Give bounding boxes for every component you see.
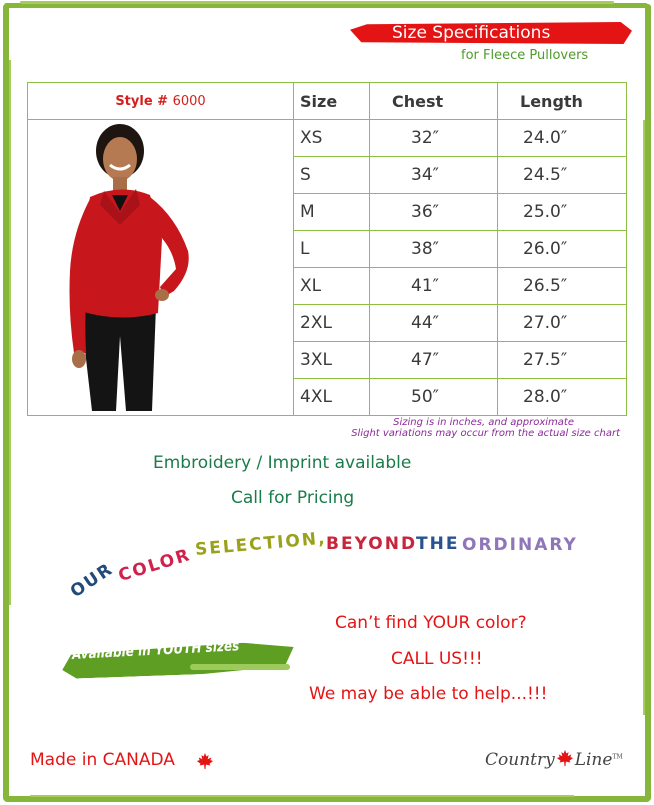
brand-name-part1: Country bbox=[485, 750, 555, 770]
style-number: 6000 bbox=[172, 93, 206, 109]
call-us-text: CALL US!!! bbox=[391, 649, 483, 669]
length-column-header: Length bbox=[498, 83, 627, 120]
size-cell: S bbox=[294, 157, 370, 194]
brand-name-part2: Line bbox=[574, 750, 613, 770]
chest-cell: 32″ bbox=[370, 120, 498, 157]
chest-cell: 34″ bbox=[370, 157, 498, 194]
style-label: Style # bbox=[115, 93, 169, 109]
slogan-color: COLOR bbox=[116, 545, 194, 586]
chest-cell: 36″ bbox=[370, 194, 498, 231]
made-in-canada bbox=[30, 750, 175, 770]
pricing-text: Call for Pricing bbox=[231, 488, 355, 508]
chest-cell: 41″ bbox=[370, 268, 498, 305]
made-in-text: Made in CANADA bbox=[30, 750, 175, 770]
border-right bbox=[645, 4, 651, 801]
page-title: Size Specifications bbox=[392, 23, 551, 43]
length-cell: 24.5″ bbox=[498, 157, 627, 194]
border-right-stroke bbox=[643, 120, 645, 715]
model-photo bbox=[28, 121, 208, 411]
maple-leaf-icon bbox=[555, 749, 575, 767]
size-cell: XL bbox=[294, 268, 370, 305]
length-cell: 26.5″ bbox=[498, 268, 627, 305]
style-header bbox=[28, 83, 294, 120]
page-subtitle: for Fleece Pullovers bbox=[461, 48, 589, 63]
length-cell: 24.0″ bbox=[498, 120, 627, 157]
size-cell: L bbox=[294, 231, 370, 268]
youth-badge-text: Available in YOUTH sizes bbox=[71, 638, 240, 663]
size-column-header: Size bbox=[294, 83, 370, 120]
border-top bbox=[4, 3, 648, 8]
border-top-stroke bbox=[20, 1, 614, 4]
size-cell: 4XL bbox=[294, 379, 370, 416]
sizing-note: Sizing is in inches, and approximate bbox=[393, 417, 574, 428]
length-cell: 26.0″ bbox=[498, 231, 627, 268]
slogan-ordinary: ORDINARY bbox=[462, 535, 578, 555]
length-cell: 28.0″ bbox=[498, 379, 627, 416]
border-left-stroke bbox=[9, 60, 11, 605]
maple-leaf-icon bbox=[196, 752, 214, 770]
chest-cell: 47″ bbox=[370, 342, 498, 379]
size-cell: XS bbox=[294, 120, 370, 157]
chest-column-header: Chest bbox=[370, 83, 498, 120]
slogan-selection: SELECTION, bbox=[194, 528, 328, 560]
border-left bbox=[3, 4, 9, 801]
length-cell: 27.5″ bbox=[498, 342, 627, 379]
size-cell: 3XL bbox=[294, 342, 370, 379]
length-cell: 27.0″ bbox=[498, 305, 627, 342]
model-photo-cell bbox=[28, 120, 294, 416]
border-bottom bbox=[4, 796, 650, 802]
border-bottom-stroke bbox=[30, 795, 574, 797]
variation-note: Slight variations may occur from the actual size chart bbox=[351, 428, 620, 439]
chest-cell: 44″ bbox=[370, 305, 498, 342]
length-cell: 25.0″ bbox=[498, 194, 627, 231]
chest-cell: 38″ bbox=[370, 231, 498, 268]
table-header-row bbox=[28, 83, 627, 120]
size-cell: 2XL bbox=[294, 305, 370, 342]
brand-logo bbox=[485, 749, 623, 770]
slogan-the: THE bbox=[416, 534, 460, 554]
trademark-mark: TM bbox=[612, 753, 623, 761]
size-spec-table bbox=[27, 82, 627, 416]
embroidery-text: Embroidery / Imprint available bbox=[153, 453, 412, 473]
table-row bbox=[28, 120, 627, 157]
slogan-our: OUR bbox=[66, 558, 118, 602]
chest-cell: 50″ bbox=[370, 379, 498, 416]
slogan-beyond: BEYOND bbox=[326, 534, 418, 554]
help-text: We may be able to help...!!! bbox=[309, 684, 548, 704]
youth-badge-stroke bbox=[190, 664, 290, 670]
color-help-question: Can’t find YOUR color? bbox=[335, 613, 527, 633]
size-cell: M bbox=[294, 194, 370, 231]
